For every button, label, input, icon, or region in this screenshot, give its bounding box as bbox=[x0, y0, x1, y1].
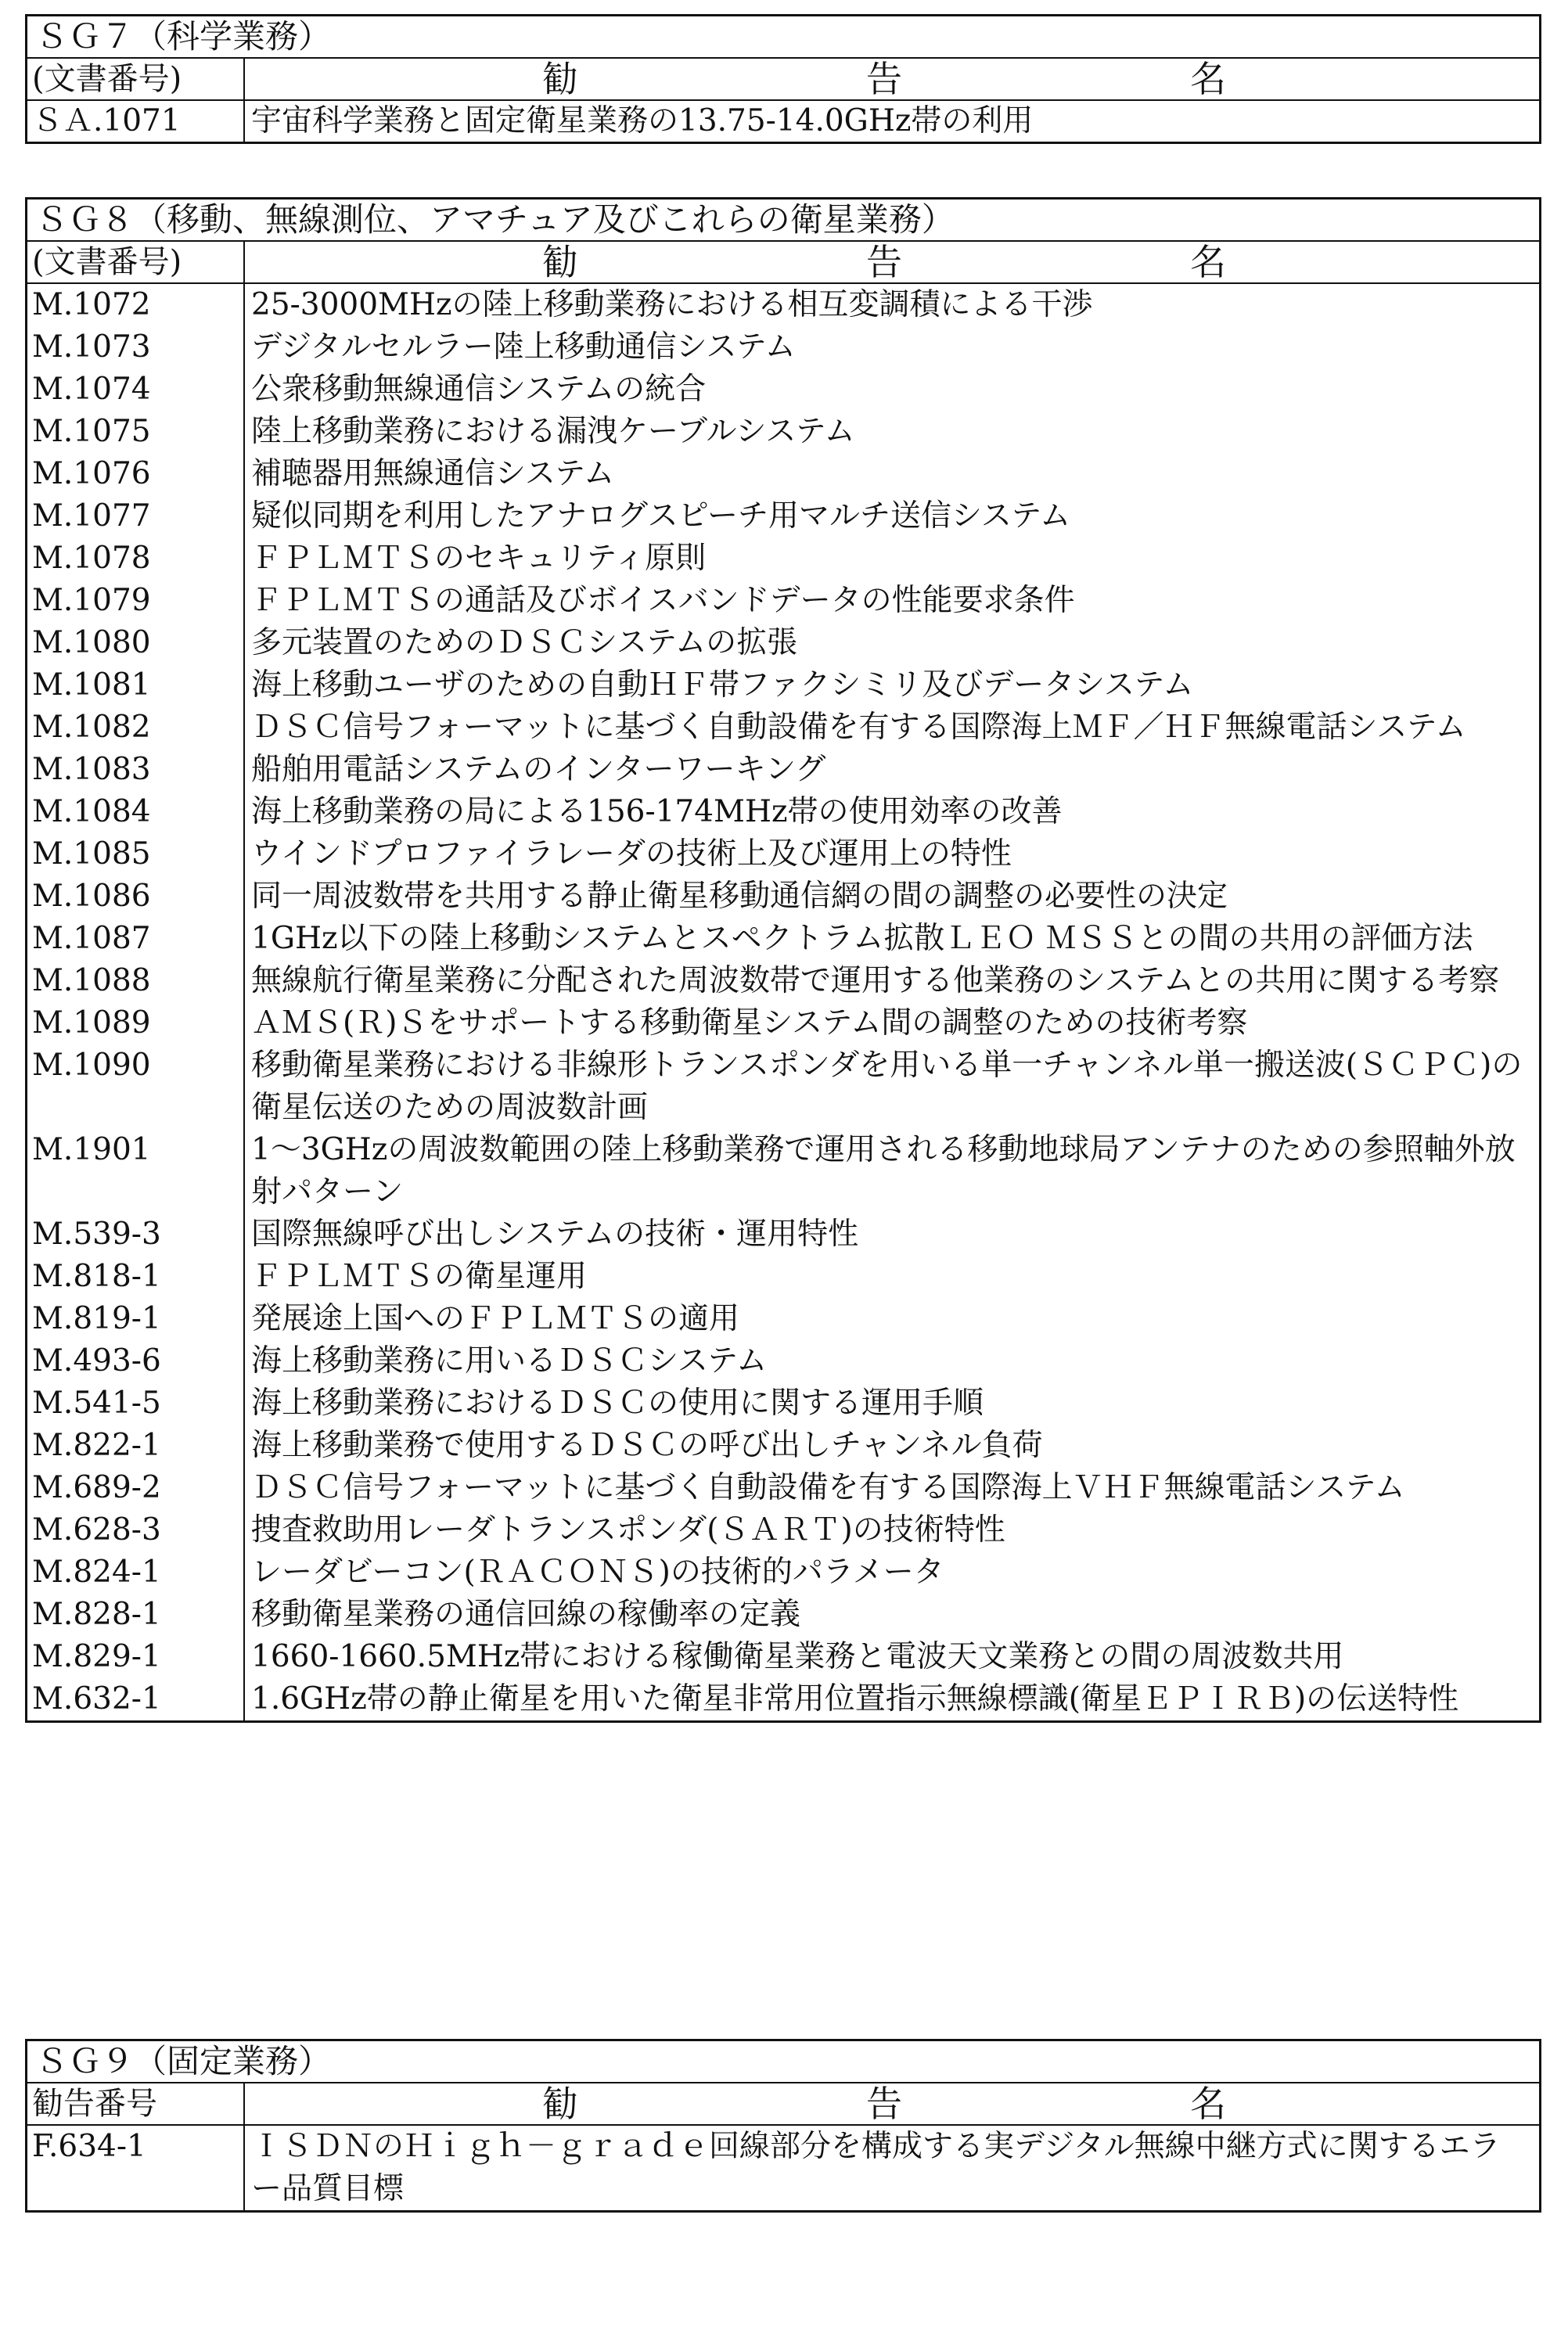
table-row bbox=[27, 1551, 1539, 1594]
table-row bbox=[27, 706, 1539, 749]
document-number: M.1085 bbox=[27, 833, 245, 875]
recommendation-title: 海上移動業務で使用するＤＳＣの呼び出しチャンネル負荷 bbox=[251, 1428, 1043, 1463]
table-row bbox=[27, 411, 1539, 453]
document-number: M.1082 bbox=[27, 706, 245, 749]
recommendation-title: 陸上移動業務における漏洩ケーブルシステム bbox=[251, 414, 855, 449]
recommendation-title: 捜査救助用レーダトランスポンダ(ＳＡＲＴ)の技術特性 bbox=[251, 1512, 1005, 1548]
document-number: M.829-1 bbox=[27, 1636, 245, 1678]
sg8-table bbox=[25, 197, 1541, 1723]
table-row bbox=[27, 1129, 1539, 1213]
recommendation-title: デジタルセルラー陸上移動通信システム bbox=[251, 329, 796, 365]
document-number: M.1076 bbox=[27, 453, 245, 495]
recommendation-title: ＤＳＣ信号フォーマットに基づく自動設備を有する国際海上ＭＦ／ＨＦ無線電話システム bbox=[251, 710, 1466, 745]
table-row bbox=[27, 833, 1539, 875]
table-row bbox=[27, 1382, 1539, 1425]
recommendation-title: ＤＳＣ信号フォーマットに基づく自動設備を有する国際海上ＶＨＦ無線電話システム bbox=[251, 1470, 1405, 1505]
document-number: M.1090 bbox=[27, 1044, 245, 1129]
document-number: M.1078 bbox=[27, 537, 245, 580]
recommendation-title: 1～3GHzの周波数範囲の陸上移動業務で運用される移動地球局アンテナのための参照軸外放射パターン bbox=[251, 1132, 1516, 1210]
table-body bbox=[27, 284, 1539, 1720]
document-number: ＳＡ.1071 bbox=[27, 101, 245, 142]
column-header-name-char: 告 bbox=[866, 58, 902, 100]
recommendation-title: 無線航行衛星業務に分配された周波数帯で運用する他業務のシステムとの共用に関する考察 bbox=[251, 963, 1500, 998]
recommendation-title: ＡＭＳ(Ｒ)Ｓをサポートする移動衛星システム間の調整のための技術考察 bbox=[251, 1005, 1248, 1041]
recommendation-title: 補聴器用無線通信システム bbox=[251, 456, 615, 491]
recommendation-title: ＩＳＤＮのＨｉｇｈ－ｇｒａｄｅ回線部分を構成する実デジタル無線中継方式に関するエラー品質目標 bbox=[251, 2129, 1501, 2206]
document-number: M.1081 bbox=[27, 664, 245, 706]
document-number: M.1084 bbox=[27, 791, 245, 833]
column-header-row bbox=[27, 242, 1539, 284]
table-row bbox=[27, 1044, 1539, 1129]
table-row bbox=[27, 791, 1539, 833]
document-number: M.628-3 bbox=[27, 1509, 245, 1551]
column-header-name-char: 勧 bbox=[542, 2083, 578, 2125]
section-header: ＳＧ９（固定業務） bbox=[27, 2041, 1539, 2083]
document-number: M.819-1 bbox=[27, 1298, 245, 1340]
recommendation-title: ＦＰＬＭＴＳの衛星運用 bbox=[251, 1259, 588, 1294]
document-number: M.1083 bbox=[27, 749, 245, 791]
document-number: M.541-5 bbox=[27, 1382, 245, 1425]
recommendation-title: 25-3000MHzの陸上移動業務における相互変調積による干渉 bbox=[251, 287, 1093, 322]
column-header-name-char: 名 bbox=[1190, 241, 1226, 283]
recommendation-title: 海上移動ユーザのための自動ＨＦ帯ファクシミリ及びデータシステム bbox=[251, 667, 1194, 703]
recommendation-title: 移動衛星業務における非線形トランスポンダを用いる単一チャンネル単一搬送波(ＳＣＰＣ)の衛星伝送のための周波数計画 bbox=[251, 1048, 1523, 1125]
document-number: M.1089 bbox=[27, 1002, 245, 1044]
table-row bbox=[27, 284, 1539, 326]
document-number: M.1088 bbox=[27, 960, 245, 1002]
recommendation-title: レーダビーコン(ＲＡＣＯＮＳ)の技術的パラメータ bbox=[251, 1555, 944, 1590]
recommendation-title: 海上移動業務に用いるＤＳＣシステム bbox=[251, 1343, 768, 1379]
recommendation-title: ＦＰＬＭＴＳのセキュリティ原則 bbox=[251, 541, 707, 576]
column-header-name bbox=[245, 242, 1539, 282]
table-row bbox=[27, 1678, 1539, 1720]
recommendation-title: 海上移動業務の局による156-174MHz帯の使用効率の改善 bbox=[251, 794, 1063, 829]
table-row bbox=[27, 749, 1539, 791]
table-row bbox=[27, 368, 1539, 411]
document-number: M.1901 bbox=[27, 1129, 245, 1213]
table-row bbox=[27, 101, 1539, 142]
recommendation-title: 公衆移動無線通信システムの統合 bbox=[251, 372, 707, 407]
column-header-number: 勧告番号 bbox=[27, 2083, 245, 2124]
recommendation-title: 1.6GHz帯の静止衛星を用いた衛星非常用位置指示無線標識(衛星ＥＰＩＲＢ)の伝送特性 bbox=[251, 1681, 1459, 1717]
recommendation-title: 移動衛星業務の通信回線の稼働率の定義 bbox=[251, 1597, 801, 1632]
table-row bbox=[27, 1298, 1539, 1340]
recommendation-title: 同一周波数帯を共用する静止衛星移動通信網の間の調整の必要性の決定 bbox=[251, 879, 1228, 914]
recommendation-title: 国際無線呼び出しシステムの技術・運用特性 bbox=[251, 1217, 859, 1252]
column-header-row bbox=[27, 2083, 1539, 2126]
document-number: M.1072 bbox=[27, 284, 245, 326]
recommendation-title: 海上移動業務におけるＤＳＣの使用に関する運用手順 bbox=[251, 1386, 984, 1421]
table-row bbox=[27, 1425, 1539, 1467]
table-row bbox=[27, 1467, 1539, 1509]
table-row bbox=[27, 326, 1539, 368]
document-number: M.1074 bbox=[27, 368, 245, 411]
column-header-name bbox=[245, 2083, 1539, 2124]
table-row bbox=[27, 2126, 1539, 2210]
document-number: M.1073 bbox=[27, 326, 245, 368]
column-header-name-char: 名 bbox=[1190, 2083, 1226, 2125]
table-row bbox=[27, 1509, 1539, 1551]
sg9-table bbox=[25, 2039, 1541, 2213]
section-header: ＳＧ７（科学業務） bbox=[27, 16, 1539, 59]
document-number: F.634-1 bbox=[27, 2126, 245, 2210]
column-header-name-char: 勧 bbox=[542, 58, 578, 100]
document-number: M.539-3 bbox=[27, 1213, 245, 1256]
column-header-row bbox=[27, 59, 1539, 101]
recommendation-title: 発展途上国へのＦＰＬＭＴＳの適用 bbox=[251, 1301, 740, 1336]
table-body bbox=[27, 2126, 1539, 2210]
table-row bbox=[27, 1213, 1539, 1256]
table-row bbox=[27, 1256, 1539, 1298]
document-number: M.1077 bbox=[27, 495, 245, 537]
document-number: M.689-2 bbox=[27, 1467, 245, 1509]
recommendation-title: 疑似同期を利用したアナログスピーチ用マルチ送信システム bbox=[251, 498, 1071, 534]
document-number: M.1086 bbox=[27, 875, 245, 918]
document-number: M.822-1 bbox=[27, 1425, 245, 1467]
document-number: M.632-1 bbox=[27, 1678, 245, 1720]
column-header-number: (文書番号) bbox=[27, 59, 245, 99]
table-row bbox=[27, 664, 1539, 706]
table-row bbox=[27, 495, 1539, 537]
column-header-name-char: 告 bbox=[866, 2083, 902, 2125]
document-number: M.493-6 bbox=[27, 1340, 245, 1382]
table-row bbox=[27, 1636, 1539, 1678]
document-number: M.1075 bbox=[27, 411, 245, 453]
document-number: M.818-1 bbox=[27, 1256, 245, 1298]
table-row bbox=[27, 580, 1539, 622]
column-header-name-char: 勧 bbox=[542, 241, 578, 283]
column-header-name bbox=[245, 59, 1539, 99]
recommendation-title: 1GHz以下の陸上移動システムとスペクトラム拡散ＬＥＯ ＭＳＳとの間の共用の評価方法 bbox=[251, 921, 1473, 956]
recommendation-title: ウインドプロファイラレーダの技術上及び運用上の特性 bbox=[251, 836, 1012, 872]
recommendation-title: 多元装置のためのＤＳＣシステムの拡張 bbox=[251, 625, 798, 660]
document-number: M.824-1 bbox=[27, 1551, 245, 1594]
table-row bbox=[27, 622, 1539, 664]
section-header: ＳＧ８（移動、無線測位、アマチュア及びこれらの衛星業務） bbox=[27, 200, 1539, 242]
table-row bbox=[27, 875, 1539, 918]
sg7-table bbox=[25, 14, 1541, 144]
table-body bbox=[27, 101, 1539, 142]
table-row bbox=[27, 960, 1539, 1002]
column-header-name-char: 名 bbox=[1190, 58, 1226, 100]
document-number: M.828-1 bbox=[27, 1594, 245, 1636]
table-row bbox=[27, 918, 1539, 960]
table-row bbox=[27, 537, 1539, 580]
recommendation-title: ＦＰＬＭＴＳの通話及びボイスバンドデータの性能要求条件 bbox=[251, 583, 1075, 618]
document-number: M.1079 bbox=[27, 580, 245, 622]
recommendation-title: 宇宙科学業務と固定衛星業務の13.75-14.0GHz帯の利用 bbox=[251, 103, 1034, 138]
document-number: M.1087 bbox=[27, 918, 245, 960]
table-row bbox=[27, 1594, 1539, 1636]
recommendation-title: 1660-1660.5MHz帯における稼働衛星業務と電波天文業務との間の周波数共用 bbox=[251, 1639, 1344, 1674]
table-row bbox=[27, 453, 1539, 495]
column-header-number: (文書番号) bbox=[27, 242, 245, 282]
column-header-name-char: 告 bbox=[866, 241, 902, 283]
recommendation-title: 船舶用電話システムのインターワーキング bbox=[251, 752, 826, 787]
table-row bbox=[27, 1002, 1539, 1044]
table-row bbox=[27, 1340, 1539, 1382]
document-number: M.1080 bbox=[27, 622, 245, 664]
